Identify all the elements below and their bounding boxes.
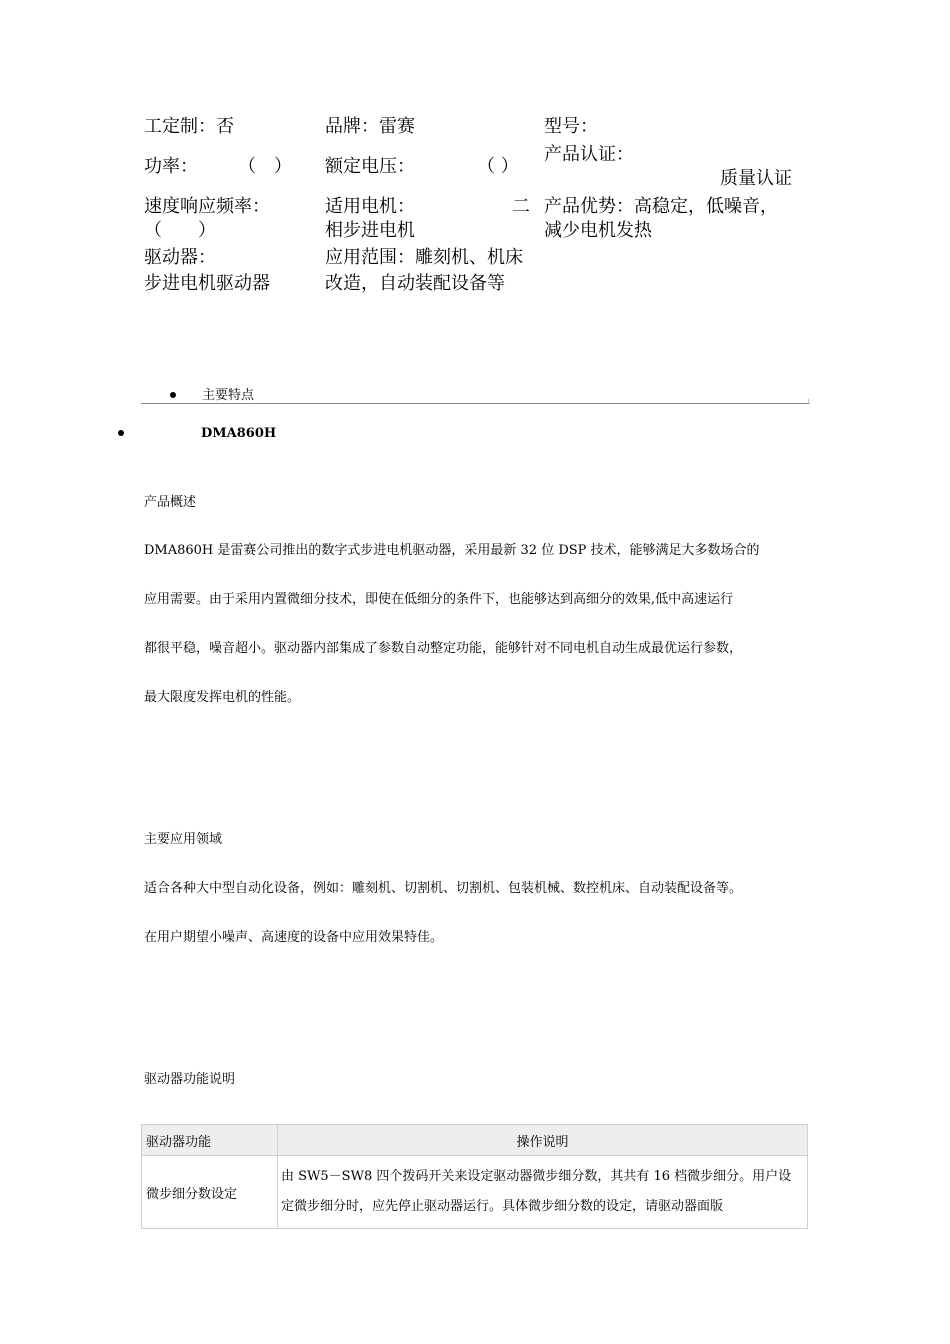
spec-certification-value: 质量认证 <box>720 168 792 189</box>
spec-brand: 品牌：雷赛 <box>325 116 415 137</box>
functions-table <box>141 1124 808 1229</box>
spec-speed: 速度响应频率： <box>144 196 270 217</box>
spec-voltage-value: （ ） <box>477 156 519 177</box>
spec-range: 应用范围：雕刻机、机床 <box>325 247 523 268</box>
spec-driver: 驱动器： <box>144 247 216 268</box>
spec-custom: 工定制：否 <box>144 116 234 137</box>
table-cell-description: 由 SW5－SW8 四个拨码开关来设定驱动器微步细分数，其共有 16 档微步细分。用户设定微步细分时，应先停止驱动器运行。具体微步细分数的设定，请驱动器面版 <box>278 1156 808 1229</box>
spec-range-cont: 改造，自动装配设备等 <box>325 273 505 294</box>
spec-model: 型号： <box>544 116 598 137</box>
overview-line: DMA860H 是雷赛公司推出的数字式步进电机驱动器，采用最新 32 位 DSP 技术，能够满足大多数场合的 <box>144 543 760 558</box>
spec-certification: 产品认证： <box>544 144 634 165</box>
model-heading: DMA860H <box>201 426 277 441</box>
bullet-icon <box>170 392 176 398</box>
spec-motor-value: 相步进电机 <box>325 220 415 241</box>
spec-advantage: 产品优势：高稳定，低噪音， <box>544 196 778 217</box>
table-cell-function: 微步细分数设定 <box>142 1156 278 1229</box>
spec-driver-value: 步进电机驱动器 <box>144 273 270 294</box>
table-header-description: 操作说明 <box>278 1125 808 1156</box>
spec-voltage: 额定电压： <box>325 156 415 177</box>
spec-advantage-cont: 减少电机发热 <box>544 220 652 241</box>
applications-line: 适合各种大中型自动化设备，例如：雕刻机、切割机、切割机、包装机械、数控机床、自动装配设备等。 <box>144 881 743 896</box>
features-heading: 主要特点 <box>202 388 255 403</box>
spec-speed-value: （ ） <box>144 220 216 241</box>
table-row <box>142 1156 808 1229</box>
section-divider <box>141 403 810 404</box>
table-header-row <box>142 1125 808 1156</box>
section-divider-end <box>808 399 809 404</box>
spec-motor-char: 二 <box>512 196 530 217</box>
applications-line: 在用户期望小噪声、高速度的设备中应用效果特佳。 <box>144 930 444 945</box>
spec-motor: 适用电机： <box>325 196 415 217</box>
overview-heading: 产品概述 <box>144 495 197 510</box>
spec-power: 功率： <box>144 156 198 177</box>
overview-line: 最大限度发挥电机的性能。 <box>144 690 301 705</box>
bullet-icon <box>118 430 124 436</box>
table-header-function: 驱动器功能 <box>142 1125 278 1156</box>
applications-heading: 主要应用领域 <box>144 832 223 847</box>
overview-line: 都很平稳，噪音超小。驱动器内部集成了参数自动整定功能，能够针对不同电机自动生成最优运行参数， <box>144 641 743 656</box>
overview-line: 应用需要。由于采用内置微细分技术，即使在低细分的条件下，也能够达到高细分的效果,低中高速运行 <box>144 592 734 607</box>
functions-heading: 驱动器功能说明 <box>144 1072 236 1087</box>
spec-power-value: （ ） <box>238 156 292 177</box>
